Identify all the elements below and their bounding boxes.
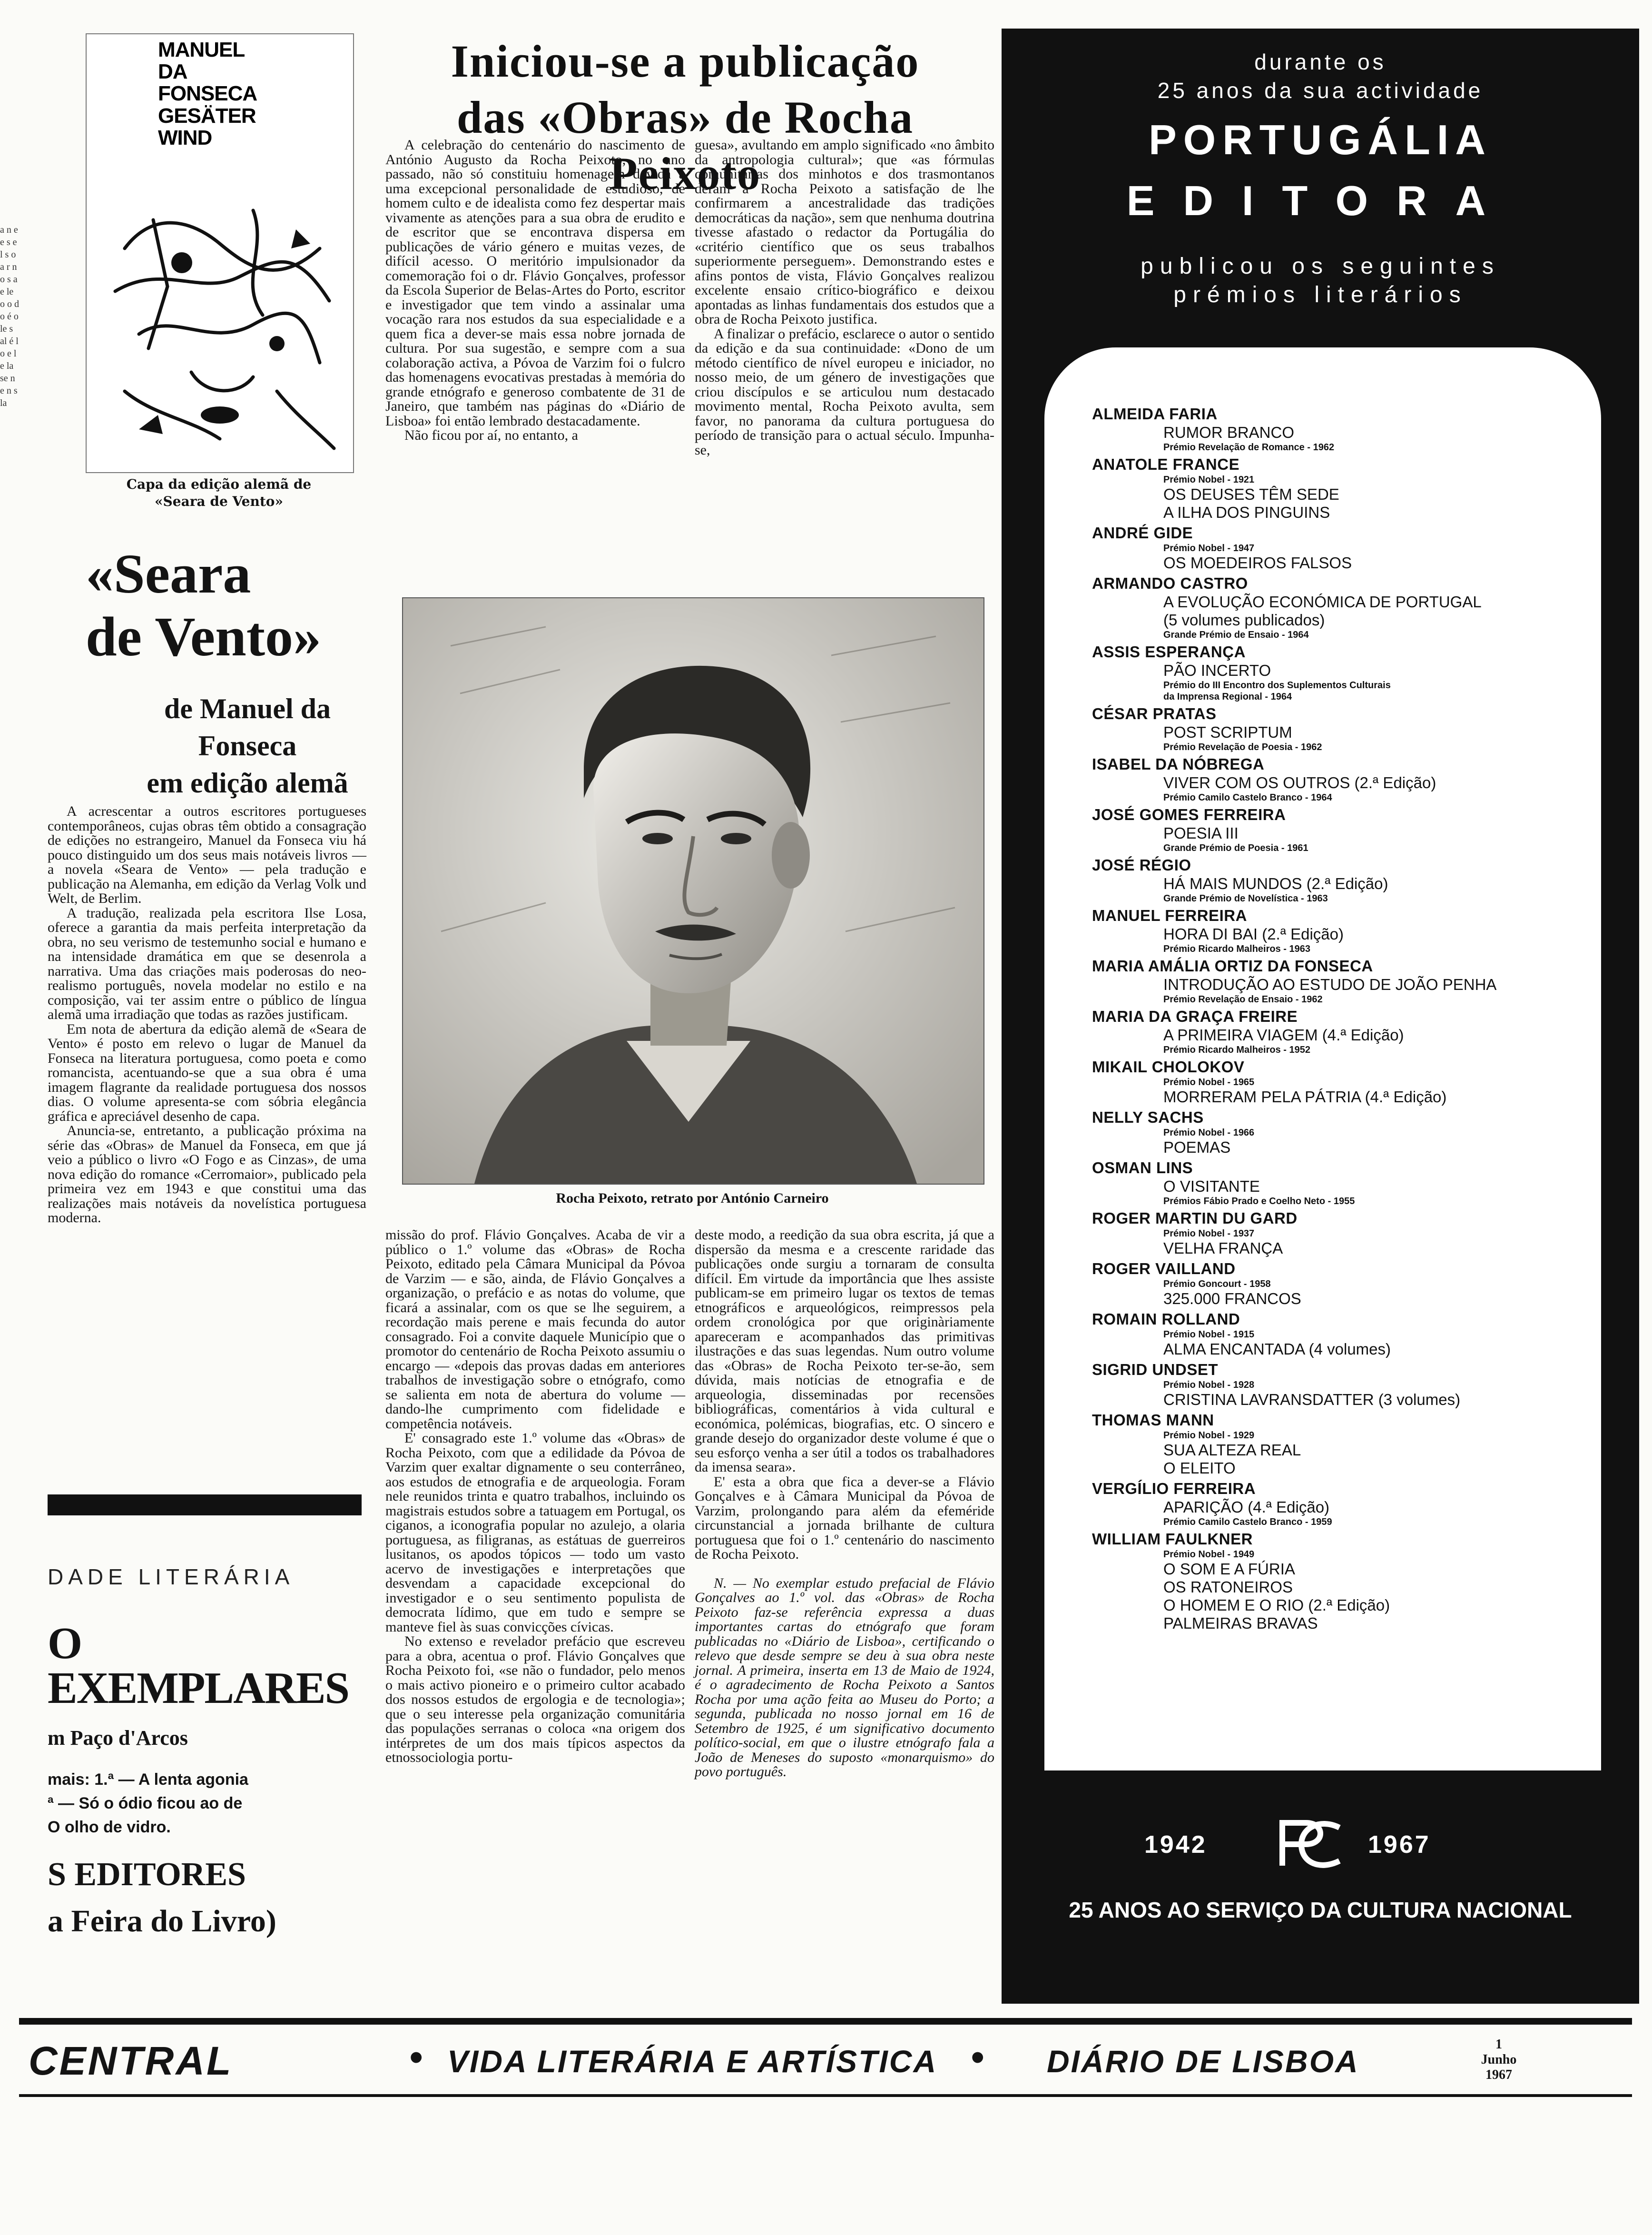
headline-line: de Vento» — [86, 605, 322, 668]
cut-margin-text: a n e e s el s o a r n o s a e le o o d o é o le s al é lo e le la se n e n s la — [0, 225, 19, 408]
article-column-c — [385, 1228, 685, 1765]
footer-date-line: 1967 — [1485, 2067, 1512, 2082]
book-title: A EVOLUÇÃO ECONÓMICA DE PORTUGAL — [1163, 593, 1482, 611]
prize-entry — [1092, 1310, 1582, 1358]
book-title: ALMA ENCANTADA (4 volumes) — [1163, 1340, 1391, 1358]
seara-article-body — [48, 804, 366, 1226]
prize-entry — [1092, 405, 1582, 453]
year-start: 1942 — [1144, 1831, 1207, 1859]
footer-rule — [19, 2018, 1632, 2025]
prize-entry — [1092, 1530, 1582, 1632]
prize-entry — [1092, 957, 1582, 1005]
book-title: APARIÇÃO (4.ª Edição) — [1163, 1498, 1330, 1516]
book-title: A ILHA DOS PINGUINS — [1163, 504, 1330, 521]
advert-subheading-line: prémios literários — [1173, 282, 1467, 307]
footer-rule-bottom — [19, 2094, 1632, 2097]
year-end: 1967 — [1368, 1831, 1431, 1859]
book-title: 325.000 FRANCOS — [1163, 1290, 1301, 1307]
prize-entry — [1092, 856, 1582, 904]
article-paragraph: A acrescentar a outros escritores portugueses contemporâneos, cujas obras têm obtido a consagração de edições no estrangeiro, Manuel da Fonseca viu há pouco distinguido um dos seus mais notáveis livros — a novela «Seara de Vento» — pela tradução e publicação na Alemanha, em edição da Verlag Volk und Welt, de Berlim. — [48, 803, 366, 906]
prize-author: ASSIS ESPERANÇA — [1092, 643, 1246, 661]
cover-caption — [76, 476, 362, 510]
book-title: PALMEIRAS BRAVAS — [1163, 1614, 1318, 1632]
prize-name: Grande Prémio de Poesia - 1961 — [1163, 843, 1308, 853]
prize-name: Prémio Ricardo Malheiros - 1963 — [1163, 944, 1311, 954]
subheadline-line: em edição alemã — [147, 767, 348, 799]
prize-author: ANATOLE FRANCE — [1092, 455, 1240, 473]
cover-title-line: MANUEL — [158, 38, 245, 61]
page-footer — [19, 2037, 1632, 2099]
prize-name: Prémio Nobel - 1966 — [1163, 1127, 1255, 1138]
cover-title-line: GESÄTER — [158, 104, 256, 128]
book-title: VELHA FRANÇA — [1163, 1239, 1283, 1257]
prize-entry — [1092, 906, 1582, 955]
book-title: O HOMEM E O RIO (2.ª Edição) — [1163, 1596, 1390, 1614]
prize-name: da Imprensa Regional - 1964 — [1163, 692, 1292, 702]
prize-name: Prémio do III Encontro dos Suplementos Culturais — [1163, 680, 1391, 691]
portrait-drawing — [403, 598, 983, 1184]
prize-entry — [1092, 704, 1582, 753]
prize-name: Grande Prémio de Ensaio - 1964 — [1163, 630, 1309, 640]
prize-entry — [1092, 1209, 1582, 1257]
cover-caption-line: Capa da edição alemã de — [126, 476, 312, 492]
prize-entry — [1092, 755, 1582, 803]
book-title: A PRIMEIRA VIAGEM (4.ª Edição) — [1163, 1026, 1404, 1044]
article-column-a — [385, 138, 685, 443]
portrait-caption: Rocha Peixoto, retrato por António Carneiro — [556, 1190, 829, 1206]
prize-author: ROGER VAILLAND — [1092, 1260, 1236, 1277]
prize-entry — [1092, 805, 1582, 854]
prize-name: Prémio Nobel - 1965 — [1163, 1077, 1255, 1088]
article-paragraph: E' consagrado este 1.º volume das «Obras» de Rocha Peixoto, com que a edilidade da Póvoa de Varzim quer exaltar dignamente o seu conterrâneo, aos estudos de etnografia e de arqueologia. Foram nele reunidos trinta e quatro trabalhos, incluindo os magistrais estudos sobre a tatuagem em Portugal, os ciganos, a iconografia popular no azulejo, a olaria portuguesa, as filigranas, as estátuas de guerreiros lusitanos, os apodos tópicos — todo um vasto acervo de investigações e interpretações que desvendam a capacidade excepcional do investigador e o seu sentimento populista de democrata lídimo, que em tudo e sempre se manteve fiel às suas convicções cívicas. — [385, 1430, 685, 1635]
prize-name: Prémio Nobel - 1915 — [1163, 1329, 1255, 1340]
publisher-name-editora: EDITORA — [1126, 177, 1514, 224]
book-title: HÁ MAIS MUNDOS (2.ª Edição) — [1163, 875, 1388, 892]
advert-heading-line: durante os — [1254, 49, 1386, 74]
prize-entry — [1092, 1108, 1582, 1157]
prize-name: Prémios Fábio Prado e Coelho Neto - 1955 — [1163, 1196, 1355, 1207]
book-title: O SOM E A FÚRIA — [1163, 1560, 1295, 1578]
prize-name: Prémio Nobel - 1921 — [1163, 475, 1255, 485]
publisher-name: PORTUGÁLIA — [1149, 116, 1492, 163]
prize-entry — [1092, 1360, 1582, 1409]
advert-subheading-line: publicou os seguintes — [1141, 254, 1500, 279]
cover-title-line: WIND — [158, 126, 212, 149]
publisher-logo-icon — [1268, 1818, 1344, 1870]
prize-author: ANDRÉ GIDE — [1092, 524, 1193, 542]
book-title: SUA ALTEZA REAL — [1163, 1441, 1301, 1459]
prize-name: Grande Prémio de Novelística - 1963 — [1163, 893, 1328, 904]
prize-list — [1092, 405, 1582, 1634]
book-title: MORRERAM PELA PÁTRIA (4.ª Edição) — [1163, 1088, 1447, 1106]
advert-item: O olho de vidro. — [48, 1818, 171, 1836]
prize-author: ARMANDO CASTRO — [1092, 574, 1248, 592]
prize-name: Prémio Nobel - 1949 — [1163, 1549, 1255, 1560]
prize-author: NELLY SACHS — [1092, 1108, 1204, 1126]
footer-section-title: VIDA LITERÁRIA E ARTÍSTICA — [447, 2044, 938, 2079]
article-paragraph: No extenso e revelador prefácio que escreveu para a obra, acentua o prof. Flávio Gonçalves que Rocha Peixoto foi, «se não o fundador, pelo menos o mais activo pioneiro e o primeiro cultor acabado dos nossos estudos de ergologia e de tecnologia»; que o seu interesse pela organização comunitária das populações serranas o coloca «na origem dos intérpretes de um dos mais típicos aspectos da etnossociologia portu- — [385, 1633, 685, 1765]
book-title: PÃO INCERTO — [1163, 662, 1271, 679]
footer-bullet: • — [971, 2035, 985, 2079]
article-paragraph: Anuncia-se, entretanto, a publicação próxima na série das «Obras» de Manuel da Fonseca, em que já veio a público o livro «O Fogo e as Cinzas», de uma nova edição do romance «Cerromaior», publicado pela primeira vez em 1943 e que constitui uma das realizações mais notáveis da novelística portuguesa moderna. — [48, 1123, 366, 1226]
advert-heading-line: 25 anos da sua actividade — [1157, 78, 1484, 103]
prize-entry — [1092, 1259, 1582, 1308]
footer-date-line: Junho — [1481, 2052, 1517, 2067]
prize-name: Prémio Goncourt - 1958 — [1163, 1279, 1271, 1289]
article-paragraph: Em nota de abertura da edição alemã de «Seara de Vento» é posto em relevo o lugar de Manuel da Fonseca na literatura portuguesa, como poeta e como romancista, acentuando-se que a sua obra é uma imagem flagrante da realidade portuguesa dos nossos dias. O volume apresenta-se com sóbria elegância gráfica e apreciável desenho de capa. — [48, 1021, 366, 1124]
portrait-image — [402, 597, 984, 1185]
book-title: O ELEITO — [1163, 1459, 1236, 1477]
prize-name: Prémio Ricardo Malheiros - 1952 — [1163, 1045, 1311, 1055]
book-title: CRISTINA LAVRANSDATTER (3 volumes) — [1163, 1391, 1461, 1408]
article-paragraph: E' esta a obra que fica a dever-se a Flávio Gonçalves e à Câmara Municipal da Póvoa de Varzim, prolongando para além da efeméride circunstancial a jornada brilhante de cultura portuguesa que foi o 1.º centenário do nascimento de Rocha Peixoto. — [695, 1474, 994, 1562]
headline-line: Iniciou-se a publicação — [451, 36, 920, 87]
article-note: N. — No exemplar estudo prefacial de Flávio Gonçalves ao 1.º vol. das «Obras» de Rocha Peixoto faz-se referência expressa a duas importantes cartas do etnógrafo que foram publicadas no «Diário de Lisboa», certificando o relevo que desde sempre se deu à sua obra neste jornal. A primeira, inserta em 13 de Maio de 1924, é o agradecimento de Rocha Peixoto a Santos Rocha por uma ação feita ao Museu do Porto; a segunda, publicada no nosso jornal em 16 de Setembro de 1925, é um significativo documento político-social, em que o ilustre etnógrafo fala a João de Meneses do suposto «monarquismo» do povo português. — [695, 1575, 994, 1780]
prize-entry — [1092, 524, 1582, 572]
footer-section-left: CENTRAL — [29, 2038, 233, 2083]
prize-list-panel — [1044, 347, 1601, 1770]
book-title: O VISITANTE — [1163, 1177, 1260, 1195]
book-title: OS MOEDEIROS FALSOS — [1163, 554, 1352, 572]
prize-name: Prémio Camilo Castelo Branco - 1964 — [1163, 792, 1332, 803]
book-title: OS RATONEIROS — [1163, 1578, 1293, 1596]
prize-name: Prémio Nobel - 1947 — [1163, 543, 1255, 554]
book-title: INTRODUÇÃO AO ESTUDO DE JOÃO PENHA — [1163, 976, 1497, 993]
article-column-d — [695, 1228, 994, 1780]
article-column-b — [695, 138, 994, 457]
prize-author: VERGÍLIO FERREIRA — [1092, 1480, 1256, 1497]
footer-date — [1465, 2037, 1532, 2083]
prize-author: MIKAIL CHOLOKOV — [1092, 1058, 1245, 1076]
prize-author: THOMAS MANN — [1092, 1411, 1214, 1429]
prize-author: SIGRID UNDSET — [1092, 1361, 1219, 1378]
article-paragraph: A celebração do centenário do nascimento de António Augusto da Rocha Peixoto, no ano passado, não só constituiu homenagem devida a uma excepcional personalidade de estudioso, de homem culto e de idealista como fez despertar mais vivamente as atenções para a sua obra de erudito e de escritor que se encontrava dispersa em publicações de vário género e muitas vezes, de difícil acesso. O meritório impulsionador da comemoração foi o dr. Flávio Gonçalves, professor da Escola Superior de Belas-Artes do Porto, escritor e investigador que tem vindo a assinalar uma vocação rara nos estudos da sua especialidade e a quem fica a dever-se mais essa nobre jornada de cultura. Por sua sugestão, e sempre com a sua colaboração activa, a Póvoa de Varzim foi o fulcro das homenagens evocativas prestadas à memória do grande etnógrafo e generoso combatente de 31 de Janeiro, que também nas páginas do «Diário de Lisboa» foi então lembrado destacadamente. — [385, 137, 685, 429]
footer-date-line: 1 — [1495, 2037, 1502, 2052]
footer-bullet: • — [409, 2035, 423, 2079]
book-title: VIVER COM OS OUTROS (2.ª Edição) — [1163, 774, 1436, 791]
bottom-left-advert — [48, 1566, 371, 1937]
prize-author: ROMAIN ROLLAND — [1092, 1310, 1240, 1328]
article-paragraph: guesa», avultando em amplo significado «no âmbito da antropologia cultural»; que «as fórmulas comunitárias dos minhotos e dos trasmontanos deram a Rocha Peixoto a satisfação de lhe confirmarem a ancestralidade das tradições democráticas da nação», sem que nenhuma doutrina tivesse afastado o redactor da Portugália do «critério científico que os seus trabalhos superiormente perseguem». Demonstrando estes e afins pontos de vista, Flávio Gonçalves realizou excelente ensaio crítico-biográfico e deixou apontadas as linhas fundamentais dos estudos que a obra de Rocha Peixoto justifica. — [695, 137, 994, 327]
prize-author: MARIA DA GRAÇA FREIRE — [1092, 1008, 1298, 1025]
advert-item: mais: 1.ª — A lenta agonia — [48, 1770, 248, 1789]
book-title: POESIA III — [1163, 824, 1239, 842]
seara-subheadline — [114, 690, 381, 801]
prize-author: MANUEL FERREIRA — [1092, 907, 1247, 924]
book-title: (5 volumes publicados) — [1163, 611, 1325, 629]
advert-feira: a Feira do Livro) — [48, 1904, 276, 1938]
prize-author: ROGER MARTIN DU GARD — [1092, 1209, 1298, 1227]
prize-entry — [1092, 1058, 1582, 1106]
prize-author: MARIA AMÁLIA ORTIZ DA FONSECA — [1092, 957, 1373, 975]
article-paragraph: A finalizar o prefácio, esclarece o autor o sentido da edição e da sua continuidade: «Dono de um método científico de nível europeu e iniciador, no nosso meio, de um género de investigações que criou discípulos e se articulou num destacado movimento mental, Rocha Peixoto avulta, sem favor, no panorama da cultura portuguesa do período de transição para o actual século. Impunha-se, — [695, 326, 994, 458]
advert-headline: O EXEMPLARES — [48, 1619, 349, 1713]
prize-entry — [1092, 1411, 1582, 1477]
article-paragraph: deste modo, a reedição da sua obra escrita, já que a dispersão da mesma e a crescente raridade das publicações onde surgiu a tornaram de consulta difícil. Em virtude da importância que lhes assiste publicam-se em primeiro lugar os textos de temas etnográficos e arqueológicos, reimpressos pela ordem cronológica por que originàriamente apareceram e acompanhados das primitivas ilustrações e das suas legendas. Num outro volume das «Obras» de Rocha Peixoto ter-se-ão, sem dúvida, mais notícias de etnografia e de arqueologia, disseminadas por recensões bibliográficas, comentários à vida cultural e económica, polémicas, biografias, etc. O sincero e grande desejo do organizador deste volume é que o seu esforço venha a ser útil a todos os trabalhadores da imensa seara». — [695, 1227, 994, 1475]
prize-name: Prémio Nobel - 1937 — [1163, 1228, 1255, 1239]
advert-item: ª — Só o ódio ficou ao de — [48, 1794, 243, 1812]
prize-name: Prémio Nobel - 1929 — [1163, 1430, 1255, 1441]
black-divider-bar — [48, 1494, 362, 1515]
prize-entry — [1092, 1479, 1582, 1528]
prize-author: ISABEL DA NÓBREGA — [1092, 755, 1265, 773]
prize-name: Prémio Nobel - 1928 — [1163, 1380, 1255, 1390]
prize-name: Prémio Camilo Castelo Branco - 1959 — [1163, 1517, 1332, 1527]
prize-entry — [1092, 1007, 1582, 1056]
book-title: HORA DI BAI (2.ª Edição) — [1163, 925, 1344, 943]
prize-author: WILLIAM FAULKNER — [1092, 1530, 1253, 1548]
headline-line: «Seara — [86, 543, 251, 605]
cover-title-line: DA FONSECA — [158, 60, 257, 106]
prize-entry — [1092, 455, 1582, 522]
cover-caption-line: «Seara de Vento» — [155, 494, 283, 509]
prize-author: CÉSAR PRATAS — [1092, 705, 1217, 722]
prize-name: Prémio Revelação de Poesia - 1962 — [1163, 742, 1322, 752]
advert-editores: S EDITORES — [48, 1856, 246, 1893]
book-title: POST SCRIPTUM — [1163, 723, 1292, 741]
prize-name: Prémio Revelação de Romance - 1962 — [1163, 442, 1335, 453]
article-paragraph: A tradução, realizada pela escritora Ilse Losa, oferece a garantia da mais perfeita interpretação da obra, no seu verismo de testemunho social e humano e na intensidade dramática em que se desenrola a narrativa. Uma das criações mais poderosas do neo-realismo português, novela modelar no estilo e na composição, vai ter assim entre o público de língua alemã uma irradiação que todas as razões justificam. — [48, 905, 366, 1022]
seara-headline — [86, 543, 381, 668]
prize-author: JOSÉ RÉGIO — [1092, 856, 1191, 874]
subheadline-line: de Manuel da Fonseca — [164, 693, 331, 761]
advert-slogan: 25 ANOS AO SERVIÇO DA CULTURA NACIONAL — [1069, 1898, 1572, 1922]
book-title: POEMAS — [1163, 1138, 1231, 1156]
book-title: OS DEUSES TÊM SEDE — [1163, 485, 1339, 503]
prize-entry — [1092, 574, 1582, 641]
advert-kicker: DADE LITERÁRIA — [48, 1564, 295, 1589]
article-paragraph: Não ficou por aí, no entanto, a — [404, 427, 578, 443]
prize-entry — [1092, 1158, 1582, 1207]
portugalia-advert — [1002, 29, 1639, 2004]
cover-title — [158, 39, 282, 149]
prize-author: ALMEIDA FARIA — [1092, 405, 1218, 423]
advert-author: m Paço d'Arcos — [48, 1726, 188, 1750]
cover-illustration — [96, 191, 344, 467]
book-cover-image — [86, 33, 354, 473]
anniversary-row — [1002, 1818, 1639, 1875]
prize-entry — [1092, 643, 1582, 702]
article-paragraph: missão do prof. Flávio Gonçalves. Acaba de vir a público o 1.º volume das «Obras» de Rocha Peixoto, editado pela Câmara Municipal da Póvoa de Varzim — e são, ainda, de Flávio Gonçalves a organização, o prefácio e as notas do volume, que ficará a assinalar, com os que se lhe seguirem, a recordação mais perene e mais fecunda do autor consagrado. Foi a convite daquele Município que o promotor do centenário de Rocha Peixoto assumiu o encargo — «depois das provas dadas em anteriores trabalhos de investigação sobre o etnógrafo, como se salienta em nota de abertura do volume — dando-lhe cumprimento com fidelidade e competência notáveis. — [385, 1227, 685, 1432]
footer-newspaper-name: DIÁRIO DE LISBOA — [1047, 2044, 1359, 2079]
book-title: RUMOR BRANCO — [1163, 424, 1295, 441]
prize-author: JOSÉ GOMES FERREIRA — [1092, 806, 1286, 823]
prize-name: Prémio Revelação de Ensaio - 1962 — [1163, 994, 1323, 1005]
prize-author: OSMAN LINS — [1092, 1159, 1193, 1177]
headline-line: das «Obras» de Rocha Peixoto — [456, 92, 914, 199]
